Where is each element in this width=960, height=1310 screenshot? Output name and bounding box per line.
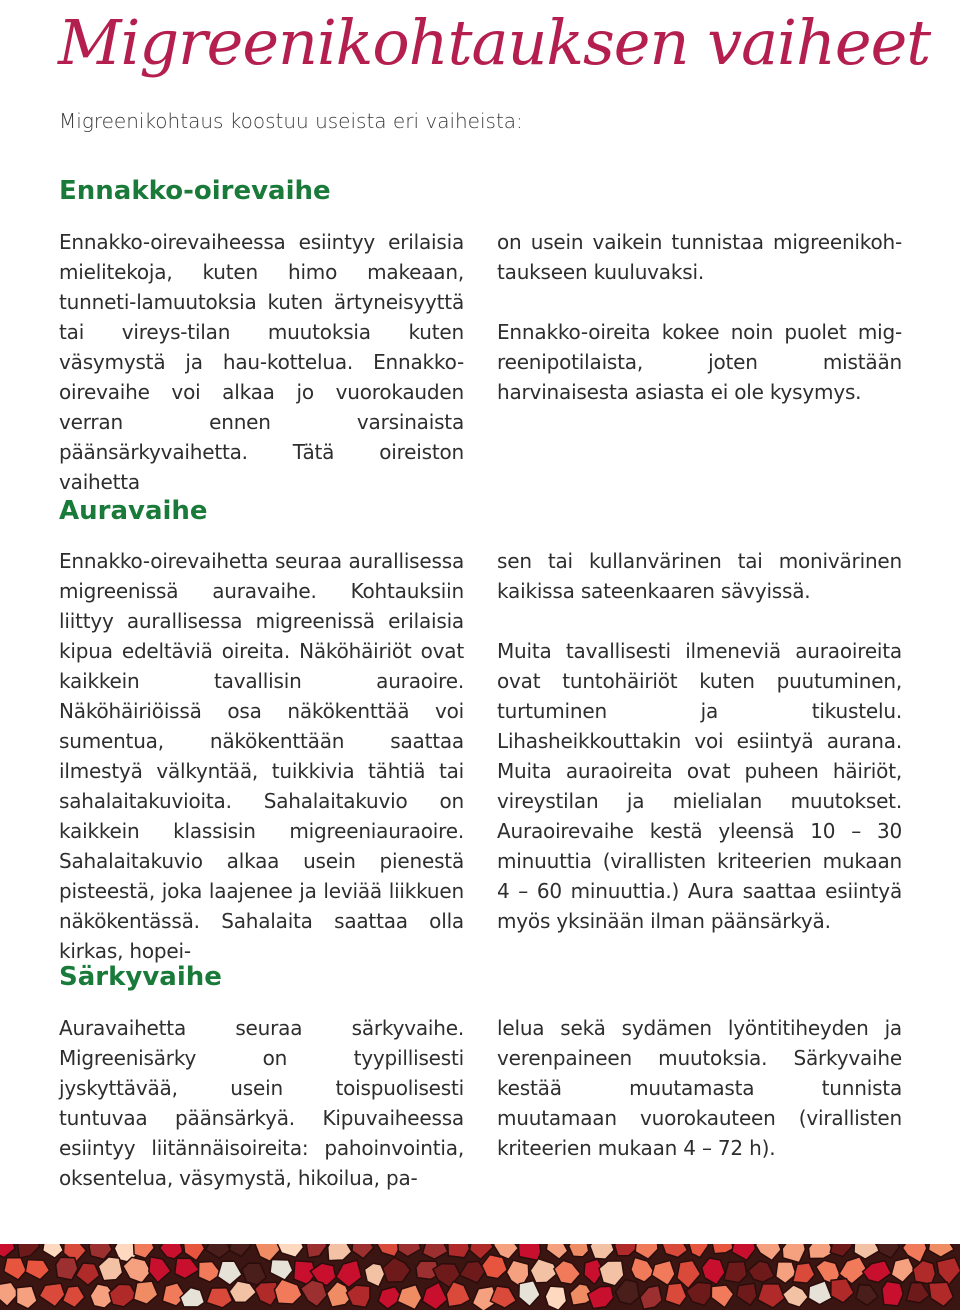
heading-ennakko-oirevaihe: Ennakko-oirevaihe bbox=[59, 176, 331, 206]
mosaic-tile bbox=[448, 1244, 470, 1258]
heading-auravaihe: Auravaihe bbox=[59, 496, 208, 526]
page-title: Migreenikohtauksen vaiheet bbox=[58, 6, 931, 79]
paragraph: Ennakko-oirevaihetta seuraa aurallisessa migreenissä auravaihe. Kohtauksiin liittyy aurallisessa migreenissä erilaisia kipua edeltäviä oireita. Näköhäiriöt ovat kaikkein tavallisin auraoire. Näköhäiriöissä osa näkökenttää voi sumentua, näkökenttään saattaa ilmestyä välkyntää, tuikkivia tähtiä tai sahalaitakuvioita. Sahalaitakuvio on kaikkein klassisin migreeniauraoire. Sahalaitakuvio alkaa usein pienestä pisteestä, joka laajenee ja leviää liikkuen näkökentässä. Sahalaita saattaa olla kirkas, hopei- bbox=[59, 549, 464, 963]
mosaic-decoration bbox=[0, 1244, 960, 1310]
paragraph: Ennakko-oireita kokee noin puolet mig-reenipotilaista, joten mistään harvinaisesta asiasta ei ole kysymys. bbox=[497, 320, 902, 404]
intro-text: Migreenikohtaus koostuu useista eri vaiheista: bbox=[59, 109, 523, 133]
heading-sarkyvaihe: Särkyvaihe bbox=[59, 962, 222, 992]
section-sarky-right-column bbox=[497, 1013, 902, 1163]
paragraph: on usein vaikein tunnistaa migreenikoh-taukseen kuuluvaksi. bbox=[497, 230, 902, 284]
section-sarky-left-column bbox=[59, 1013, 464, 1193]
section-aura-left-column bbox=[59, 546, 464, 966]
paragraph: lelua sekä sydämen lyöntitiheyden ja verenpaineen muutoksia. Särkyvaihe kestää muutamasta tunnista muutamaan vuorokauteen (virallisten kriteerien mukaan 4 – 72 h). bbox=[497, 1016, 902, 1160]
paragraph: Auravaihetta seuraa särkyvaihe. Migreenisärky on tyypillisesti jyskyttävää, usein toispuolisesti tuntuvaa päänsärkyä. Kipuvaiheessa esiintyy liitännäisoireita: pahoinvointia, oksentelua, väsymystä, hikoilua, pa- bbox=[59, 1016, 464, 1190]
paragraph: Muita tavallisesti ilmeneviä auraoireita ovat tuntohäiriöt kuten puutuminen, turtuminen ja tikustelu. Lihasheikkouttakin voi esiintyä aurana. Muita auraoireita ovat puheen häiriöt, vireystilan ja mielialan muutokset. Auraoirevaihe kestä yleensä 10 – 30 minuuttia (virallisten kriteerien mukaan 4 – 60 minuuttia.) Aura saattaa esiintyä myös yksinään ilman päänsärkyä. bbox=[497, 639, 902, 933]
section-aura-right-column bbox=[497, 546, 902, 936]
section-ennakko-right-column bbox=[497, 227, 902, 407]
mosaic-tile bbox=[882, 1281, 903, 1306]
section-ennakko-left-column bbox=[59, 227, 464, 497]
paragraph: Ennakko-oirevaiheessa esiintyy erilaisia mielitekoja, kuten himo makeaan, tunneti-lamuutoksia kuten ärtyneisyyttä tai vireys-tilan muutoksia kuten väsymystä ja hau-kottelua. Ennakko-oirevaihe voi alkaa jo vuorokauden verran ennen varsinaista päänsärkyvaihetta. Tätä oireiston vaihetta bbox=[59, 230, 464, 494]
paragraph: sen tai kullanvärinen tai monivärinen kaikissa sateenkaaren sävyissä. bbox=[497, 549, 902, 603]
